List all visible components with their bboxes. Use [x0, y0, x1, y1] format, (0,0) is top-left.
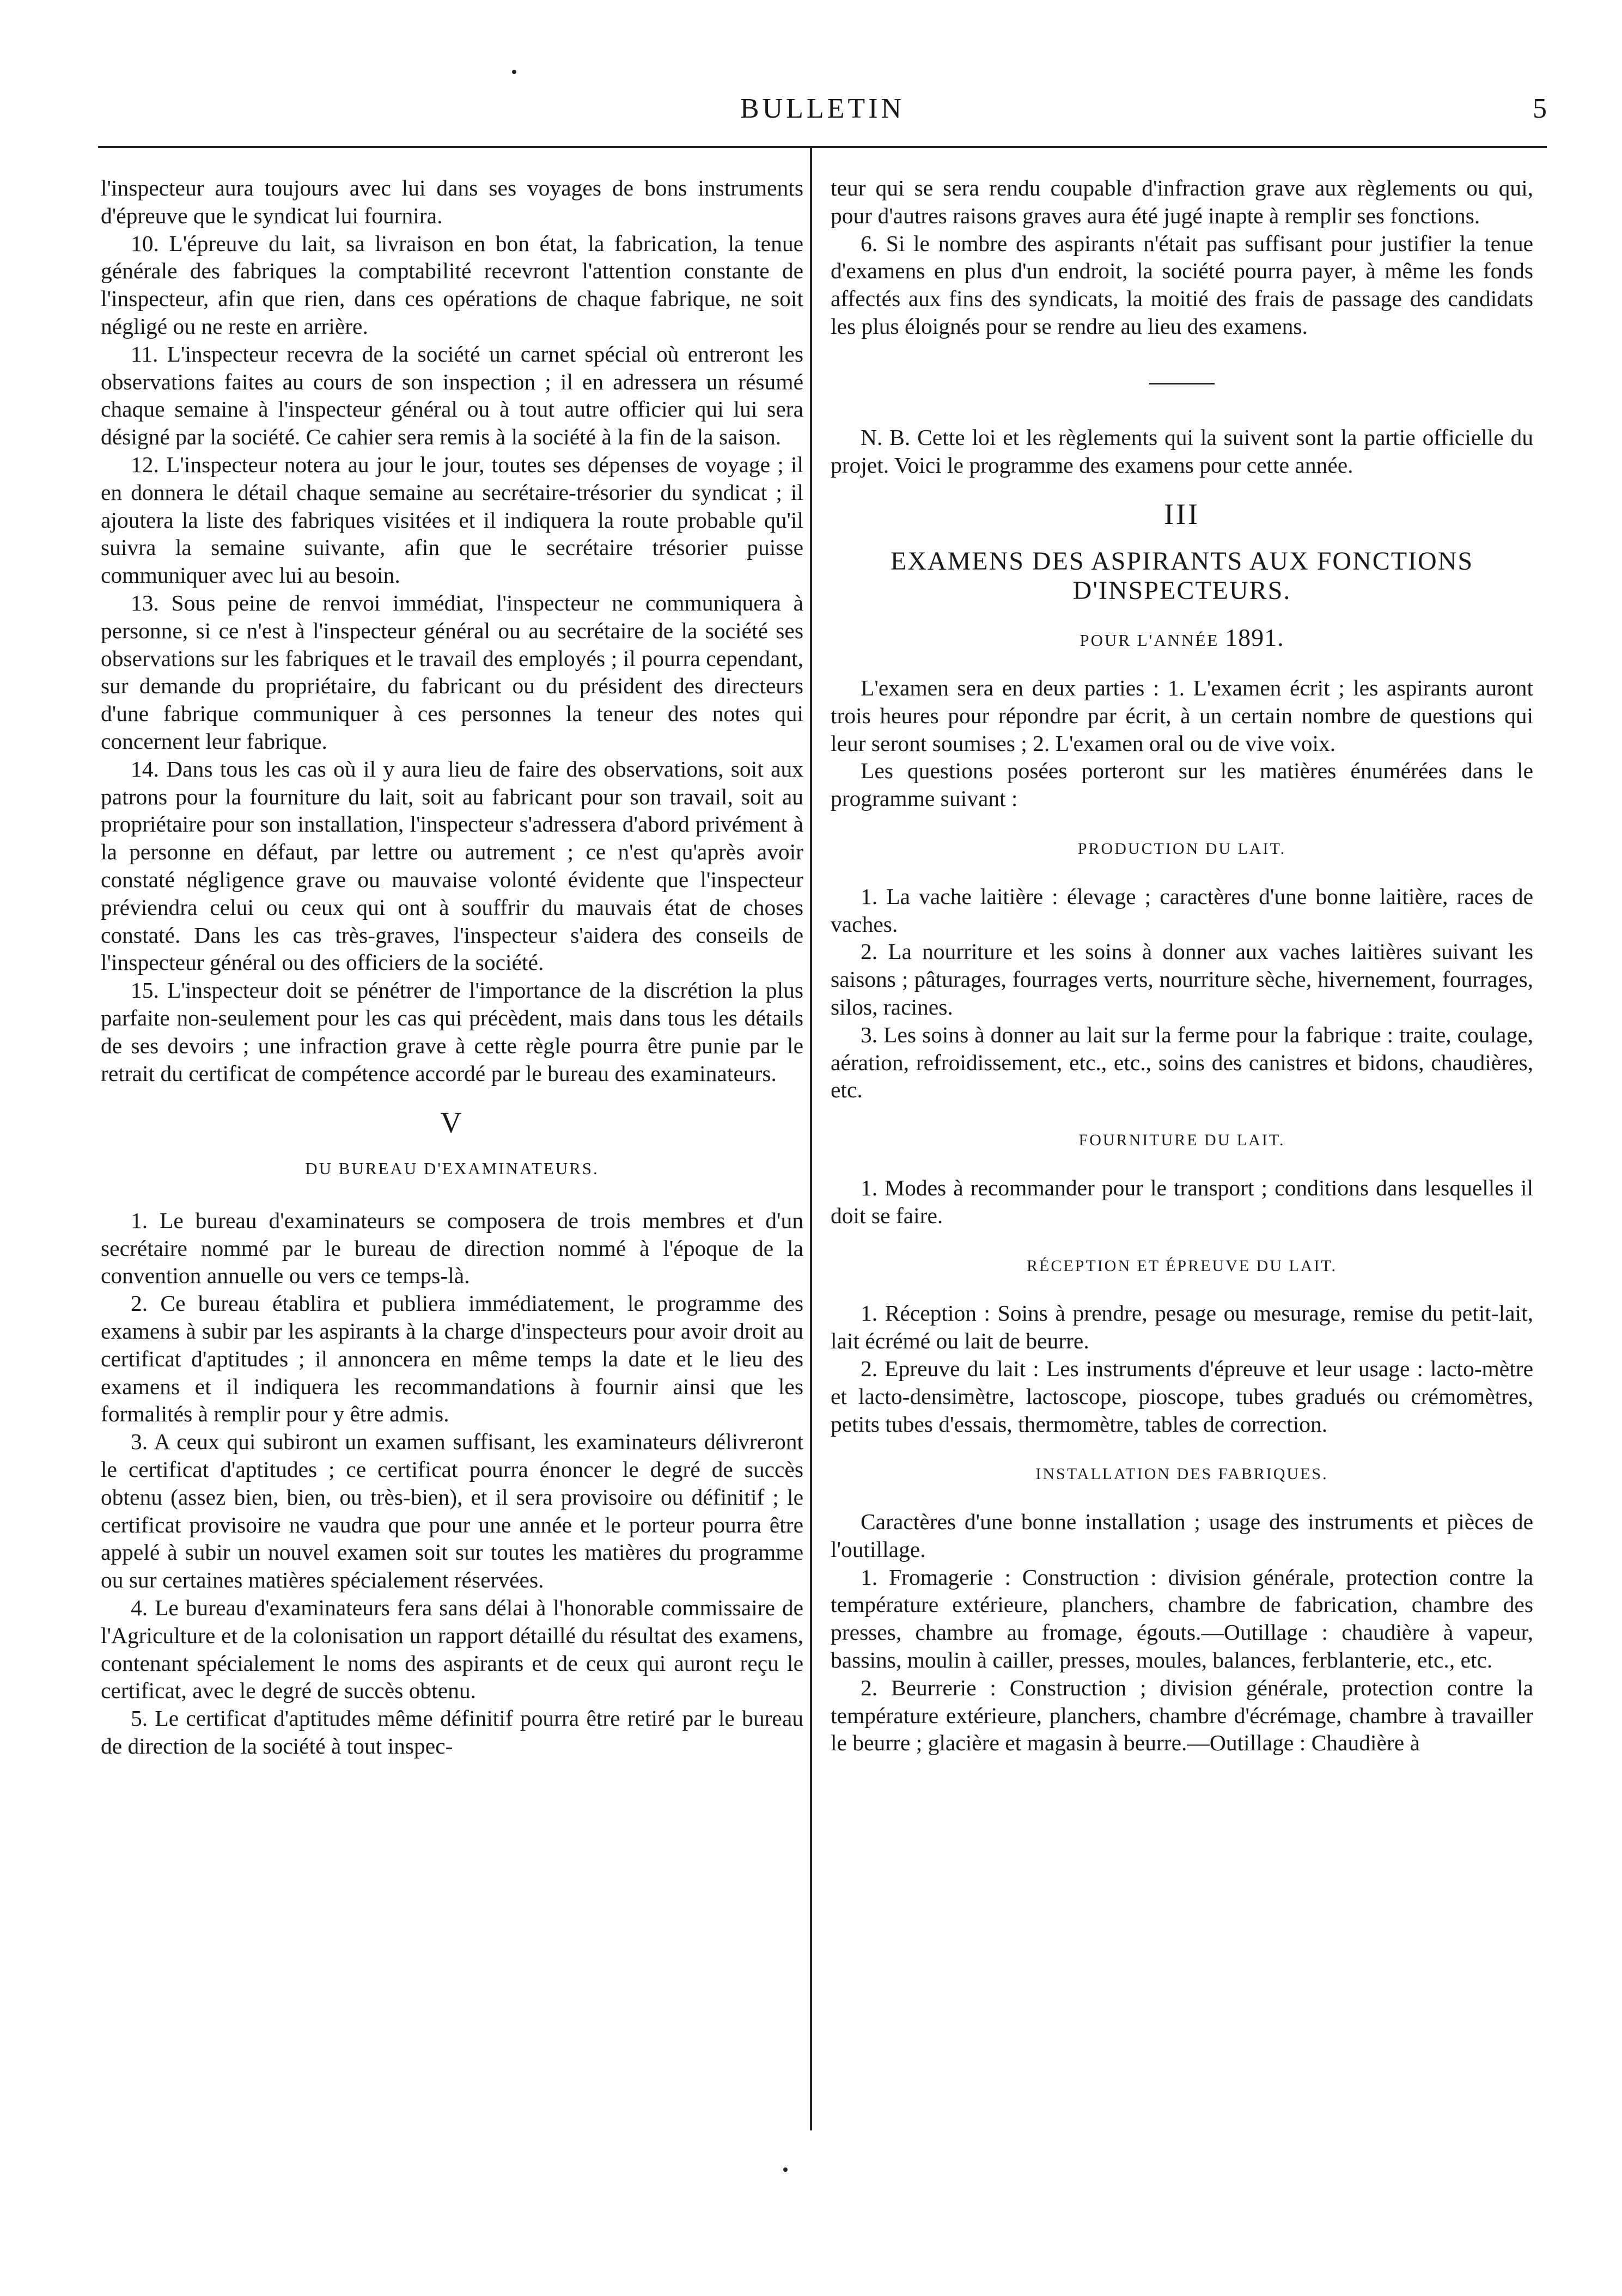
print-speck — [512, 70, 516, 74]
page-number: 5 — [1533, 93, 1547, 124]
section-iii-numeral: III — [1164, 498, 1200, 531]
page-header — [98, 82, 1547, 147]
bureau-article-6: 6. Si le nombre des aspirants n'était pas suffisant pour justifier la tenue d'examens en plus d'un endroit, la société pourra payer, à même les fonds affectés aux fins des syndicats, la moitié des frais de passage des candidats les plus éloignés pour se rendre au lieu des examens. — [831, 230, 1533, 339]
print-speck — [783, 2167, 788, 2172]
year-prefix: POUR L'ANNÉE — [1080, 631, 1219, 650]
topic-heading: PRODUCTION DU LAIT. — [1077, 839, 1286, 858]
short-rule — [1149, 383, 1215, 384]
right-column — [831, 174, 1533, 1757]
nb-paragraph: N. B. Cette loi et les règlements qui la suivent sont la partie officielle du projet. Voici le programme des examens pour cette année. — [831, 424, 1533, 478]
topic-item: 1. La vache laitière : élevage ; caractères d'une bonne laitière, races de vaches. — [831, 883, 1533, 937]
paragraph: teur qui se sera rendu coupable d'infraction grave aux règlements ou qui, pour d'autres raisons graves aura été jugé inapte à remplir ses fonctions. — [831, 175, 1533, 228]
running-title: BULLETIN — [740, 93, 905, 124]
article-14: 14. Dans tous les cas où il y aura lieu de faire des observations, soit aux patrons pour la fourniture du lait, soit au fabricant pour son travail, soit au propriétaire pour son installation, l'inspecteur s'adressera d'abord privément à la personne en défaut, par lettre ou autrement ; ce n'est qu'après avoir constaté négligence grave ou mauvaise volonté évidente que l'inspecteur préviendra celui ou ceux qui ont à souffrir du mauvais état de choses constaté. Dans les cas très-graves, l'inspecteur s'aidera des conseils de l'inspecteur général ou des officiers de la société. — [101, 756, 803, 975]
article-12: 12. L'inspecteur notera au jour le jour, toutes ses dépenses de voyage ; il en donnera le détail chaque semaine au secrétaire-trésorier du syndicat ; il ajoutera la liste des fabriques visitées et il indiquera la route probable qu'il suivra la semaine suivante, afin que le secrétaire trésorier puisse communiquer avec lui au besoin. — [101, 451, 803, 588]
article-13: 13. Sous peine de renvoi immédiat, l'inspecteur ne communiquera à personne, si ce n'est à l'inspecteur général ou au secrétaire de la société ses observations sur les fabriques et le travail des employés ; il pourra cependant, sur demande du propriétaire, du fabricant ou du président des directeurs d'une fabrique communiquer à ces personnes la teneur des notes qui concernent leur fabrique. — [101, 590, 803, 754]
bureau-article-5: 5. Le certificat d'aptitudes même définitif pourra être retiré par le bureau de direction de la société à tout inspec- — [101, 1706, 803, 1759]
column-divider — [810, 148, 812, 2130]
paragraph: l'inspecteur aura toujours avec lui dans ses voyages de bons instruments d'épreuve que le syndicat lui fournira. — [101, 175, 803, 228]
topic-heading: RÉCEPTION ET ÉPREUVE DU LAIT. — [1026, 1256, 1338, 1275]
article-10: 10. L'épreuve du lait, sa livraison en bon état, la fabrication, la tenue générale des fabriques la comptabilité recevront l'attention constante de l'inspecteur, afin que rien, dans ces opérations de chaque fabrique, ne soit négligé ou ne reste en arrière. — [101, 230, 803, 339]
bureau-article-3: 3. A ceux qui subiront un examen suffisant, les examinateurs délivreront le certificat d'aptitudes ; ce certificat pourra énoncer le degré de succès obtenu (assez bien, bien, ou très-bien), et il sera provisoire ou définitif ; le certificat provisoire ne vaudra que pour une année et le porteur pourra être appelé à subir un nouvel examen soit sur toutes les matières du programme ou sur certaines matières spécialement réservées. — [101, 1429, 803, 1593]
bureau-article-4: 4. Le bureau d'examinateurs fera sans délai à l'honorable commissaire de l'Agriculture et de la colonisation un rapport détaillé du résultat des examens, contenant spécialement le noms des aspirants et de ceux qui auront reçu le certificat, avec le degré de succès obtenu. — [101, 1595, 803, 1703]
topic-item: 1. Modes à recommander pour le transport ; conditions dans lesquelles il doit se faire. — [831, 1175, 1533, 1228]
topic-item: Caractères d'une bonne installation ; usage des instruments et pièces de l'outillage. — [831, 1509, 1533, 1562]
topic-item: 1. Fromagerie : Construction : division générale, protection contre la température extérieure, planchers, chambre de fabrication, chambre des presses, chambre au fromage, égouts.—Outillage : chaudière à vapeur, bassins, moulin à cailler, presses, moules, balances, ferblanterie, etc., etc. — [831, 1564, 1533, 1673]
section-iii-title: EXAMENS DES ASPIRANTS AUX FONCTIONS D'INSPECTEURS. — [890, 547, 1474, 606]
year-line — [831, 624, 1533, 655]
topic-item: 2. Epreuve du lait : Les instruments d'épreuve et leur usage : lacto-mètre et lacto-densimètre, lactoscope, pioscope, tubes gradués ou crémomètres, petits tubes d'essais, thermomètre, tables de correction. — [831, 1355, 1533, 1437]
intro-paragraph: L'examen sera en deux parties : 1. L'examen écrit ; les aspirants auront trois heures pour répondre par écrit, à un certain nombre de questions qui leur seront soumises ; 2. L'examen oral ou de vive voix. — [831, 675, 1533, 756]
bureau-article-1: 1. Le bureau d'examinateurs se composera de trois membres et d'un secrétaire nommé par le bureau de direction nommé à l'époque de la convention annuelle ou vers ce temps-là. — [101, 1207, 803, 1289]
topic-item: 1. Réception : Soins à prendre, pesage ou mesurage, remise du petit-lait, lait écrémé ou lait de beurre. — [831, 1300, 1533, 1354]
topic-heading: INSTALLATION DES FABRIQUES. — [1035, 1465, 1328, 1483]
section-v-title: DU BUREAU D'EXAMINATEURS. — [305, 1159, 599, 1178]
topic-item: 3. Les soins à donner au lait sur la ferme pour la fabrique : traite, coulage, aération, refroidissement, etc., etc., soins des canistres et bidons, chaudières, etc. — [831, 1022, 1533, 1103]
topic-heading: FOURNITURE DU LAIT. — [1078, 1131, 1285, 1150]
topic-item: 2. La nourriture et les soins à donner aux vaches laitières suivant les saisons ; pâturages, fourrages verts, nourriture sèche, hivernement, fourrages, silos, racines. — [831, 939, 1533, 1019]
bureau-article-2: 2. Ce bureau établira et publiera immédiatement, le programme des examens à subir par les aspirants à la charge d'inspecteurs pour avoir droit au certificat d'aptitudes ; il annoncera en même temps la date et le lieu des examens et il indiquera les recommandations à fournir ainsi que les formalités à remplir pour y être admis. — [101, 1291, 803, 1427]
article-15: 15. L'inspecteur doit se pénétrer de l'importance de la discrétion la plus parfaite non-seulement pour les cas qui précèdent, mais dans tous les détails de ses devoirs ; une infraction grave à cette règle pourra être punie par le retrait du certificat de compétence accordé par le bureau des examinateurs. — [101, 978, 803, 1086]
section-v-numeral: V — [440, 1106, 464, 1139]
year-value: 1891. — [1225, 624, 1284, 652]
left-column — [101, 174, 803, 1760]
article-11: 11. L'inspecteur recevra de la société un carnet spécial où entreront les observations faites au cours de son inspection ; il en adressera un résumé chaque semaine à l'inspecteur général ou à tout autre officier qui lui sera désigné par la société. Ce cahier sera remis à la société à la fin de la saison. — [101, 341, 803, 450]
header-rule — [98, 146, 1547, 148]
topic-item: 2. Beurrerie : Construction ; division générale, protection contre la température extérieure, planchers, chambre d'écrémage, chambre à travailler le beurre ; glacière et magasin à beurre.—Outillage : Chaudière à — [831, 1675, 1533, 1756]
intro-paragraph: Les questions posées porteront sur les matières énumérées dans le programme suivant : — [831, 758, 1533, 811]
